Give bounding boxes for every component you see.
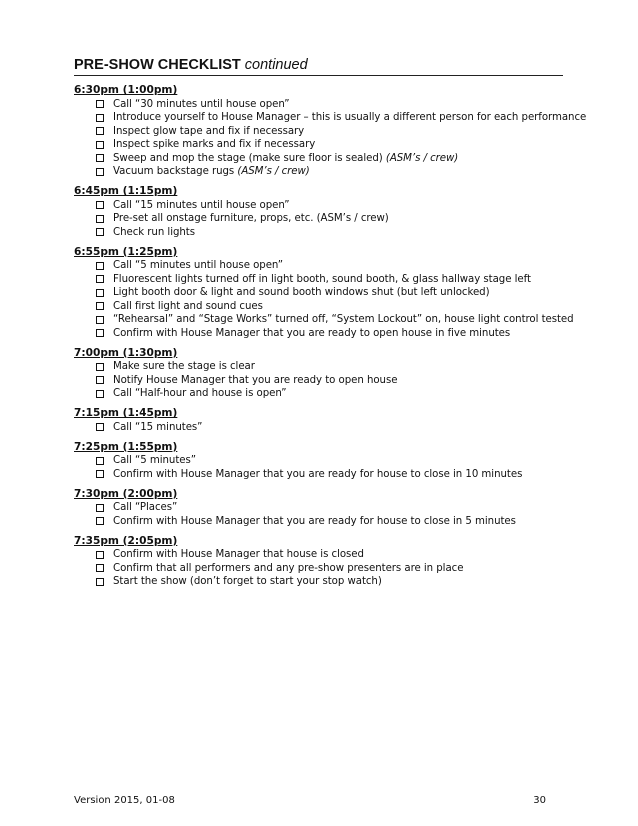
checklist-item-text: Confirm with House Manager that you are ready for house to close in 5 minutes [113, 515, 516, 527]
checklist-item-text: Sweep and mop the stage (make sure floor is sealed) [113, 152, 386, 164]
checklist-item-text: Fluorescent lights turned off in light booth, sound booth, & glass hallway stage left [113, 273, 531, 285]
checkbox-icon[interactable] [96, 517, 104, 525]
checkbox-icon[interactable] [96, 154, 104, 162]
checklist-item [74, 273, 564, 287]
checklist-section [74, 535, 564, 589]
checklist-item [74, 98, 564, 112]
checklist-item [74, 468, 564, 482]
checklist-item-text: Light booth door & light and sound booth windows shut (but left unlocked) [113, 287, 490, 298]
checklist [74, 84, 587, 595]
checkbox-icon[interactable] [96, 551, 104, 559]
section-time-heading: 6:30pm (1:00pm) [74, 84, 178, 96]
checklist-item-text: Notify House Manager that you are ready to open house [113, 374, 398, 386]
checkbox-icon[interactable] [96, 289, 104, 297]
checkbox-icon[interactable] [96, 100, 104, 108]
checklist-item [74, 374, 564, 388]
checkbox-icon[interactable] [96, 578, 104, 586]
checklist-item-text: Call “30 minutes until house open” [113, 98, 290, 110]
checkbox-icon[interactable] [96, 504, 104, 512]
checklist-item-text: Call “15 minutes” [113, 421, 203, 433]
checklist-section [74, 185, 564, 239]
checkbox-icon[interactable] [96, 329, 104, 337]
checkbox-icon[interactable] [96, 316, 104, 324]
section-time-heading: 7:25pm (1:55pm) [74, 440, 178, 453]
checklist-item-text: Call “5 minutes” [113, 455, 196, 466]
section-time-heading: 6:55pm (1:25pm) [74, 245, 178, 258]
checklist-item-text: Call “Places” [113, 502, 178, 513]
title-continued: continued [244, 57, 308, 73]
checklist-item [74, 226, 564, 240]
checklist-item-text: Call “15 minutes until house open” [113, 199, 290, 211]
checklist-item-text: Make sure the stage is clear [113, 361, 255, 372]
checklist-item [74, 387, 564, 401]
section-time-heading: 7:00pm (1:30pm) [74, 346, 178, 359]
checklist-item-text: Confirm with House Manager that house is closed [113, 549, 364, 560]
section-time-heading: 7:15pm (1:45pm) [74, 407, 178, 419]
checklist-item-text: “Rehearsal” and “Stage Works” turned off, “System Lockout” on, house light control tested [113, 314, 574, 325]
page-title [74, 57, 563, 76]
checklist-item [74, 199, 564, 213]
checklist-item-note: (ASM’s / crew) [385, 152, 459, 164]
checklist-item [74, 548, 564, 562]
checklist-section [74, 407, 564, 434]
footer-version: Version 2015, 01-08 [74, 795, 175, 806]
checklist-item [74, 152, 564, 166]
checklist-item [74, 562, 564, 576]
checklist-item-text: Pre-set all onstage furniture, props, etc. (ASM’s / crew) [113, 213, 389, 224]
checklist-item-text: Introduce yourself to House Manager – this is usually a different person for each performance [113, 112, 587, 123]
checklist-item-note: (ASM’s / crew) [237, 166, 310, 177]
checklist-item [74, 515, 564, 529]
checklist-item [74, 313, 574, 327]
checklist-item [74, 138, 564, 152]
checkbox-icon[interactable] [96, 114, 104, 122]
checklist-item-text: Check run lights [113, 226, 196, 238]
checkbox-icon[interactable] [96, 376, 104, 384]
checklist-item [74, 212, 564, 226]
checkbox-icon[interactable] [96, 390, 104, 398]
checklist-item [74, 327, 564, 341]
checklist-item [74, 360, 564, 374]
checkbox-icon[interactable] [96, 215, 104, 223]
checklist-item [74, 286, 564, 300]
checklist-item-text: Inspect spike marks and fix if necessary [113, 139, 316, 150]
checkbox-icon[interactable] [96, 363, 104, 371]
checkbox-icon[interactable] [96, 127, 104, 135]
checklist-item [74, 125, 564, 139]
checkbox-icon[interactable] [96, 423, 104, 431]
section-time-heading: 6:45pm (1:15pm) [74, 185, 178, 197]
checklist-item [74, 300, 564, 314]
checkbox-icon[interactable] [96, 564, 104, 572]
checklist-section [74, 84, 587, 179]
checklist-section [74, 488, 564, 529]
checklist-section [74, 347, 564, 401]
checkbox-icon[interactable] [96, 141, 104, 149]
checkbox-icon[interactable] [96, 457, 104, 465]
checklist-item [74, 165, 564, 179]
checkbox-icon[interactable] [96, 470, 104, 478]
checkbox-icon[interactable] [96, 228, 104, 236]
checklist-item-text: Call “Half-hour and house is open” [113, 388, 287, 399]
checklist-section [74, 441, 564, 482]
checklist-item [74, 501, 564, 515]
checklist-item-text: Call “5 minutes until house open” [113, 260, 283, 271]
checklist-item-text: Confirm with House Manager that you are ready for house to close in 10 minutes [113, 468, 523, 480]
checklist-item-text: Vacuum backstage rugs [113, 166, 238, 177]
section-time-heading: 7:35pm (2:05pm) [74, 534, 178, 547]
checkbox-icon[interactable] [96, 275, 104, 283]
checklist-item [74, 454, 564, 468]
checkbox-icon[interactable] [96, 262, 104, 270]
checklist-item [74, 421, 564, 435]
checklist-item [74, 575, 564, 589]
checkbox-icon[interactable] [96, 168, 104, 176]
checklist-item [74, 111, 587, 125]
checkbox-icon[interactable] [96, 201, 104, 209]
checklist-item-text: Confirm that all performers and any pre-show presenters are in place [113, 562, 464, 574]
footer-page-number: 30 [533, 795, 546, 806]
checklist-item-text: Start the show (don’t forget to start your stop watch) [113, 576, 382, 587]
checklist-item-text: Inspect glow tape and fix if necessary [113, 125, 305, 137]
title-main: PRE-SHOW CHECKLIST [74, 57, 241, 73]
checklist-item-text: Confirm with House Manager that you are ready to open house in five minutes [113, 327, 511, 339]
checklist-section [74, 245, 574, 341]
checkbox-icon[interactable] [96, 302, 104, 310]
checklist-item [74, 259, 564, 273]
checklist-item-text: Call first light and sound cues [113, 300, 263, 312]
section-time-heading: 7:30pm (2:00pm) [74, 487, 178, 500]
